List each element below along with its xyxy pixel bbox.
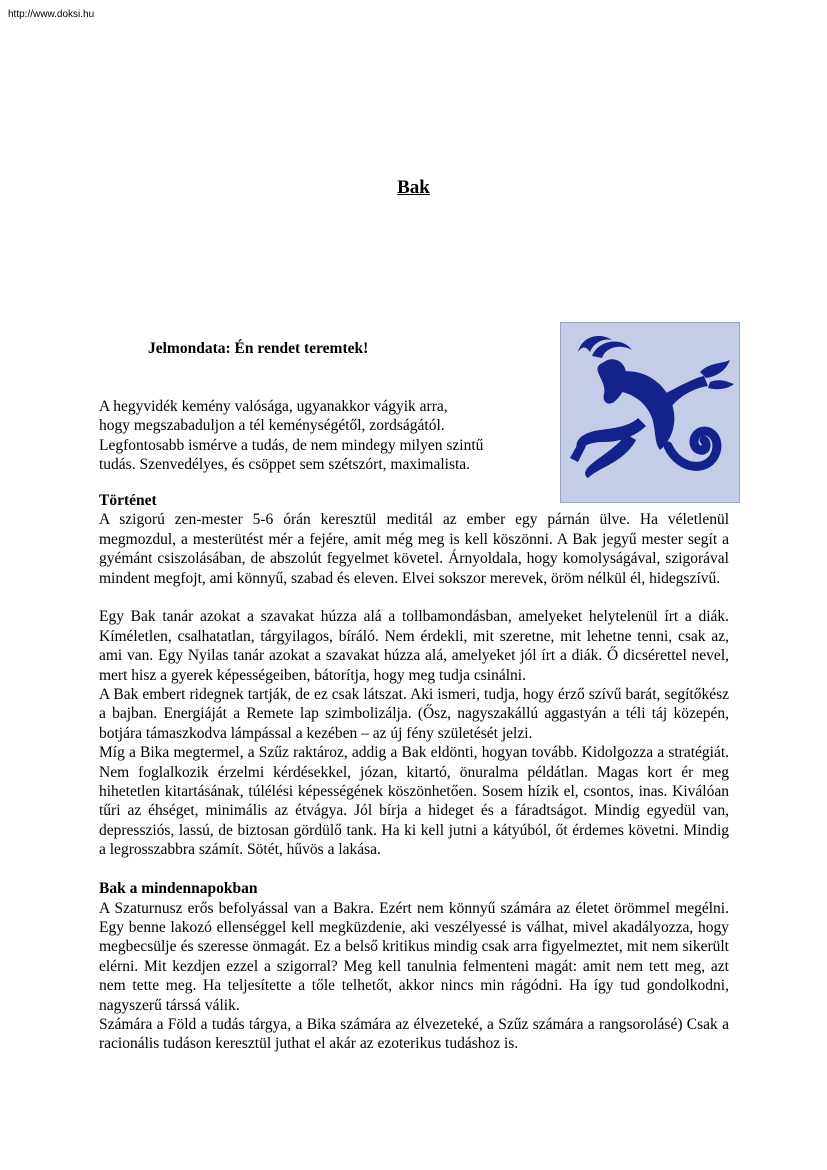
paragraph: A szigorú zen-mester 5-6 órán keresztül meditál az ember egy párnán ülve. Ha véletlenül megmozdul, a mesterütést mér a fejére, amit még meg is kell köszönni. A Bak jegyű mester segít a gyémánt csiszolásában, de abszolút fegyelmet követel. Árnyoldala, hogy komolyságával, szigorával mindent megfojt, ami könnyű, szabad és eleven. Elvei sokszor merevek, öröm nélkül él, hidegszívű. <box>99 511 729 587</box>
intro-line: hogy megszabaduljon a tél keménységétől, zordságától. <box>99 417 445 435</box>
paragraph: Egy Bak tanár azokat a szavakat húzza alá a tollbamondásban, amelyeket helytelenül írt a diák. Kíméletlen, csalhatatlan, tárgyilagos, bíráló. Nem érdekli, mit szeretne, mit lehetne tenni, csak az, ami van. Egy Nyilas tanár azokat a szavakat húzza alá, amelyeket jól írt a diák. Ő dicsérettel nevel, mert hisz a gyerek képességeiben, bátorítja, hogy meg tudja csinálni. <box>99 608 729 684</box>
paragraph: Számára a Föld a tudás tárgya, a Bika számára az élvezeteké, a Szűz számára a rangsorolásé) Csak a racionális tudáson keresztül juthat el akár az ezoterikus tudáshoz is. <box>99 1015 729 1053</box>
paragraph-gap <box>99 588 729 607</box>
section-heading: Történet <box>99 492 157 509</box>
paragraph-gap <box>99 860 729 879</box>
capricorn-sign-icon <box>560 322 740 503</box>
source-url[interactable]: http://www.doksi.hu <box>8 9 95 20</box>
paragraph: A Bak embert ridegnek tartják, de ez csak látszat. Aki ismeri, tudja, hogy érző szívű barát, segítőkész a bajban. Energiáját a Remete lap szimbolizálja. (Ősz, nagyszakállú aggastyán a téli táj közepén, botjára támaszkodva lámpással a kezében – az új fény születését jelzi. <box>99 686 729 742</box>
intro-text <box>99 397 539 475</box>
intro-line: Legfontosabb ismérve a tudás, de nem mindegy milyen szintű <box>99 436 484 454</box>
paragraph: Míg a Bika megtermel, a Szűz raktároz, addig a Bak eldönti, hogyan tovább. Kidolgozza a stratégiát. Nem foglalkozik érzelmi kérdésekkel, józan, kitartó, önuralma példátlan. Magas kort ér meg hihetetlen kitartásának, túlélési képességének köszönhetően. Sosem hízik el, csontos, inas. Kiválóan tűri az éhséget, minimális az étvágya. Jól bírja a hideget és a fáradtságot. Mindig egyedül van, depressziós, lassú, de biztosan gördülő tank. Ha ki kell jutni a kátyúból, őt érdemes követni. Mindig a legrosszabbra számít. Sötét, hűvös a lakása. <box>99 744 729 859</box>
paragraph: A Szaturnusz erős befolyással van a Bakra. Ezért nem könnyű számára az életet örömmel megélni. Egy benne lakozó ellenséggel kell megküzdenie, aki veszélyessé is válhat, mivel akadályozza, hogy megbecsülje és szeresse önmagát. Ez a belső kritikus mindig csak arra figyelmeztet, mit nem sikerült elérni. Mit kezdjen ezzel a szigorral? Meg kell tanulnia felmenteni magát: amit nem tett meg, azt nem tette meg. Ha teljesítette a tőle telhetőt, akkor nincs min rágódni. Ha így tud gondolkodni, nagyszerű társsá válik. <box>99 899 729 1014</box>
section-heading: Bak a mindennapokban <box>99 880 258 898</box>
intro-line: tudás. Szenvedélyes, és csöppet sem szétszórt, maximalista. <box>99 456 471 474</box>
article-body <box>99 491 729 1054</box>
motto: Jelmondata: Én rendet teremtek! <box>148 340 369 357</box>
page-title: Bak <box>397 177 430 198</box>
intro-line: A hegyvidék kemény valósága, ugyanakkor vágyik arra, <box>99 398 448 415</box>
